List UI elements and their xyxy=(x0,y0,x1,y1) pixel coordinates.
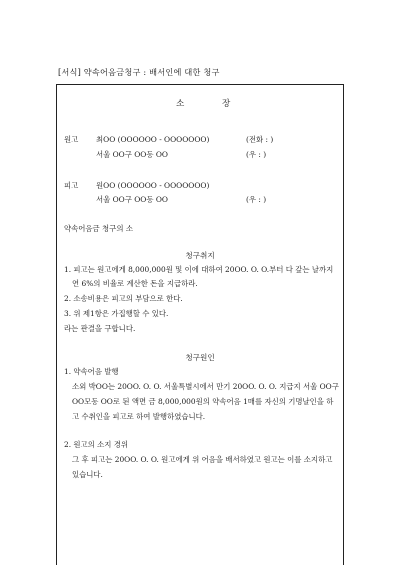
defendant-name: 원OO (OOOOOO - OOOOOOO) xyxy=(96,181,210,190)
claim-item: 라는 판결을 구합니다. xyxy=(64,324,136,333)
cause-line: 고 수취인을 피고로 하여 발행하였습니다. xyxy=(72,412,206,421)
cause-section-title: 2. 원고의 소지 경위 xyxy=(64,440,129,449)
claim-heading: 청구취지 xyxy=(185,251,215,260)
defendant-role: 피고 xyxy=(64,181,79,190)
claim-item: 3. 위 제1항은 가집행할 수 있다. xyxy=(64,309,169,318)
defendant-address: 서울 OO구 OO동 OO xyxy=(96,195,168,204)
cause-line: 소외 박OO는 20OO. O. O. 서울특별시에서 만기 20OO. O. O. 지급지 서울 OO구 xyxy=(72,382,339,391)
plaintiff-address: 서울 OO구 OO동 OO xyxy=(96,150,168,159)
claim-item: 2. 소송비용은 피고의 부담으로 한다. xyxy=(64,294,183,303)
document-title-left: 소 xyxy=(176,99,185,109)
case-title: 약속어음금 청구의 소 xyxy=(64,224,133,233)
document-caption: [서식] 약속어음금청구 : 배서인에 대한 청구 xyxy=(58,67,220,77)
claim-item: 1. 피고는 원고에게 8,000,000원 및 이에 대하여 20OO. O. O.부터 다 갚는 날까지 xyxy=(64,265,334,274)
defendant-zip: (우 : ) xyxy=(246,195,267,204)
cause-line: OO모동 OO로 된 액면 금 8,000,000원의 약속어음 1매를 자신의 기명날인을 하 xyxy=(72,397,334,406)
cause-heading: 청구원인 xyxy=(185,353,215,362)
cause-section-title: 1. 약속어음 발행 xyxy=(64,367,119,376)
plaintiff-role: 원고 xyxy=(64,135,79,144)
plaintiff-phone: (전화 : ) xyxy=(246,135,274,144)
cause-line: 있습니다. xyxy=(72,470,103,479)
plaintiff-zip: (우 : ) xyxy=(246,150,267,159)
document-title-right: 장 xyxy=(222,99,231,109)
claim-item: 연 6%의 비율로 계산한 돈을 지급하라. xyxy=(72,279,198,288)
plaintiff-name: 최OO (OOOOOO - OOOOOOO) xyxy=(96,135,210,144)
cause-line: 그 후 피고는 20OO. O. O. 원고에게 위 어음을 배서하였고 원고는 이를 소지하고 xyxy=(72,455,333,464)
